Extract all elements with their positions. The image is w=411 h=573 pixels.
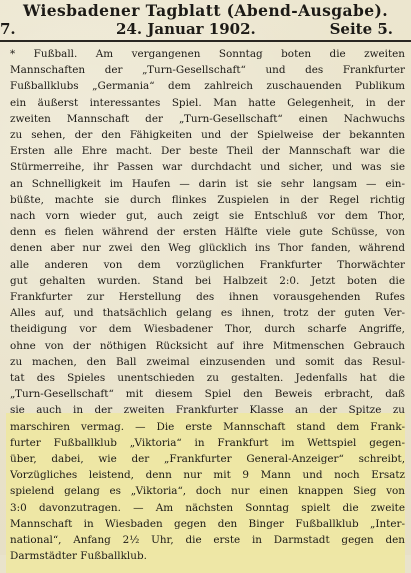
article-line: * Fußball. Am vergangenen Sonntag boten die zweiten: [10, 48, 405, 60]
article-line: büßte, machte sie durch flinkes Zuspielen in der Regel richtig: [10, 193, 405, 206]
article-line: Frankfurter zur Herstellung des ihnen vorausgehenden Rufes: [10, 291, 405, 304]
article-line: Fußballklubs „Germania“ dem zahlreich zuschauenden Publikum: [10, 80, 405, 93]
issue-date: 24. Januar 1902.: [116, 20, 256, 38]
article-line: zweiten Mannschaft der „Turn-Gesellschaft“ einen Nachwuchs: [10, 112, 405, 125]
article-line: nach vorn wieder gut, auch zeigt sie Entschluß vor dem Thor,: [10, 210, 405, 223]
article-line: zu sehen, der den Fähigkeiten und der Spielweise der bekannten: [10, 129, 405, 142]
article-line: Mannschaft in Wiesbaden gegen den Binger Fußballklub „Inter-: [10, 517, 405, 530]
article-body: [6, 46, 405, 565]
article-line: zu machen, den Ball zweimal einzusenden und somit das Resul-: [10, 355, 405, 368]
article-line: Stürmerreihe, ihr Passen war durchdacht und sicher, und was sie: [10, 161, 405, 174]
article-line: ein äußerst interessantes Spiel. Man hatte Gelegenheit, in der: [10, 96, 405, 109]
article-line: marschiren vermag. — Die erste Mannschaft stand dem Frank-: [10, 420, 405, 433]
article-line: Mannschaften der „Turn-Gesellschaft“ und des Frankfurter: [10, 64, 405, 77]
article-line: an Schnelligkeit im Haufen — darin ist sie sehr langsam — ein-: [10, 177, 405, 190]
article-line: Alles auf, und thatsächlich gelang es ihnen, trotz der guten Ver-: [10, 307, 405, 320]
masthead-title: Wiesbadener Tagblatt (Abend-Ausgabe).: [22, 1, 389, 20]
article-line: spielend gelang es „Viktoria“, doch nur einen knappen Sieg von: [10, 485, 405, 498]
article-line: über, dabei, wie der „Frankfurter General-Anzeiger“ schreibt,: [10, 453, 405, 466]
edge-fragment: 7.: [0, 20, 16, 38]
article-line: Vorzügliches leistend, denn nur mit 9 Mann und noch Ersatz: [10, 469, 405, 482]
article-line: gut gehalten wurden. Stand bei Halbzeit 2:0. Jetzt boten die: [10, 274, 405, 287]
article-line: ohne von der nöthigen Rücksicht auf ihre Mitmenschen Gebrauch: [10, 339, 405, 352]
article-line: national“, Anfang 2½ Uhr, die erste in Darmstadt gegen den: [10, 534, 405, 547]
article-line: tat des Spieles unentschieden zu gestalten. Jedenfalls hat die: [10, 372, 405, 385]
article-line: alle anderen von dem vorzüglichen Frankfurter Thorwächter: [10, 258, 405, 271]
article-line: Darmstädter Fußballklub.: [10, 550, 147, 563]
header-rule: [0, 40, 411, 42]
article-line: Ersten alle Ehre macht. Der beste Theil der Mannschaft war die: [10, 145, 405, 158]
article-line: theidigung vor dem Wiesbadener Thor, durch scharfe Angriffe,: [10, 323, 405, 336]
article-line: furter Fußballklub „Viktoria“ in Frankfurt im Wettspiel gegen-: [10, 436, 405, 449]
article-line: 3:0 davonzutragen. — Am nächsten Sonntag spielt die zweite: [10, 501, 405, 514]
page-number: Seite 5.: [329, 20, 393, 38]
article-line: denn es fielen während der ersten Hälfte viele gute Schüsse, von: [10, 226, 405, 239]
article-line: denen aber nur zwei den Weg glücklich ins Thor fanden, während: [10, 242, 405, 255]
dateline: [0, 20, 405, 39]
article-line: sie auch in der zweiten Frankfurter Klasse an der Spitze zu: [10, 404, 405, 417]
article-lines: [10, 46, 405, 565]
article-line: „Turn-Gesellschaft“ mit diesem Spiel den Beweis erbracht, daß: [10, 388, 405, 401]
